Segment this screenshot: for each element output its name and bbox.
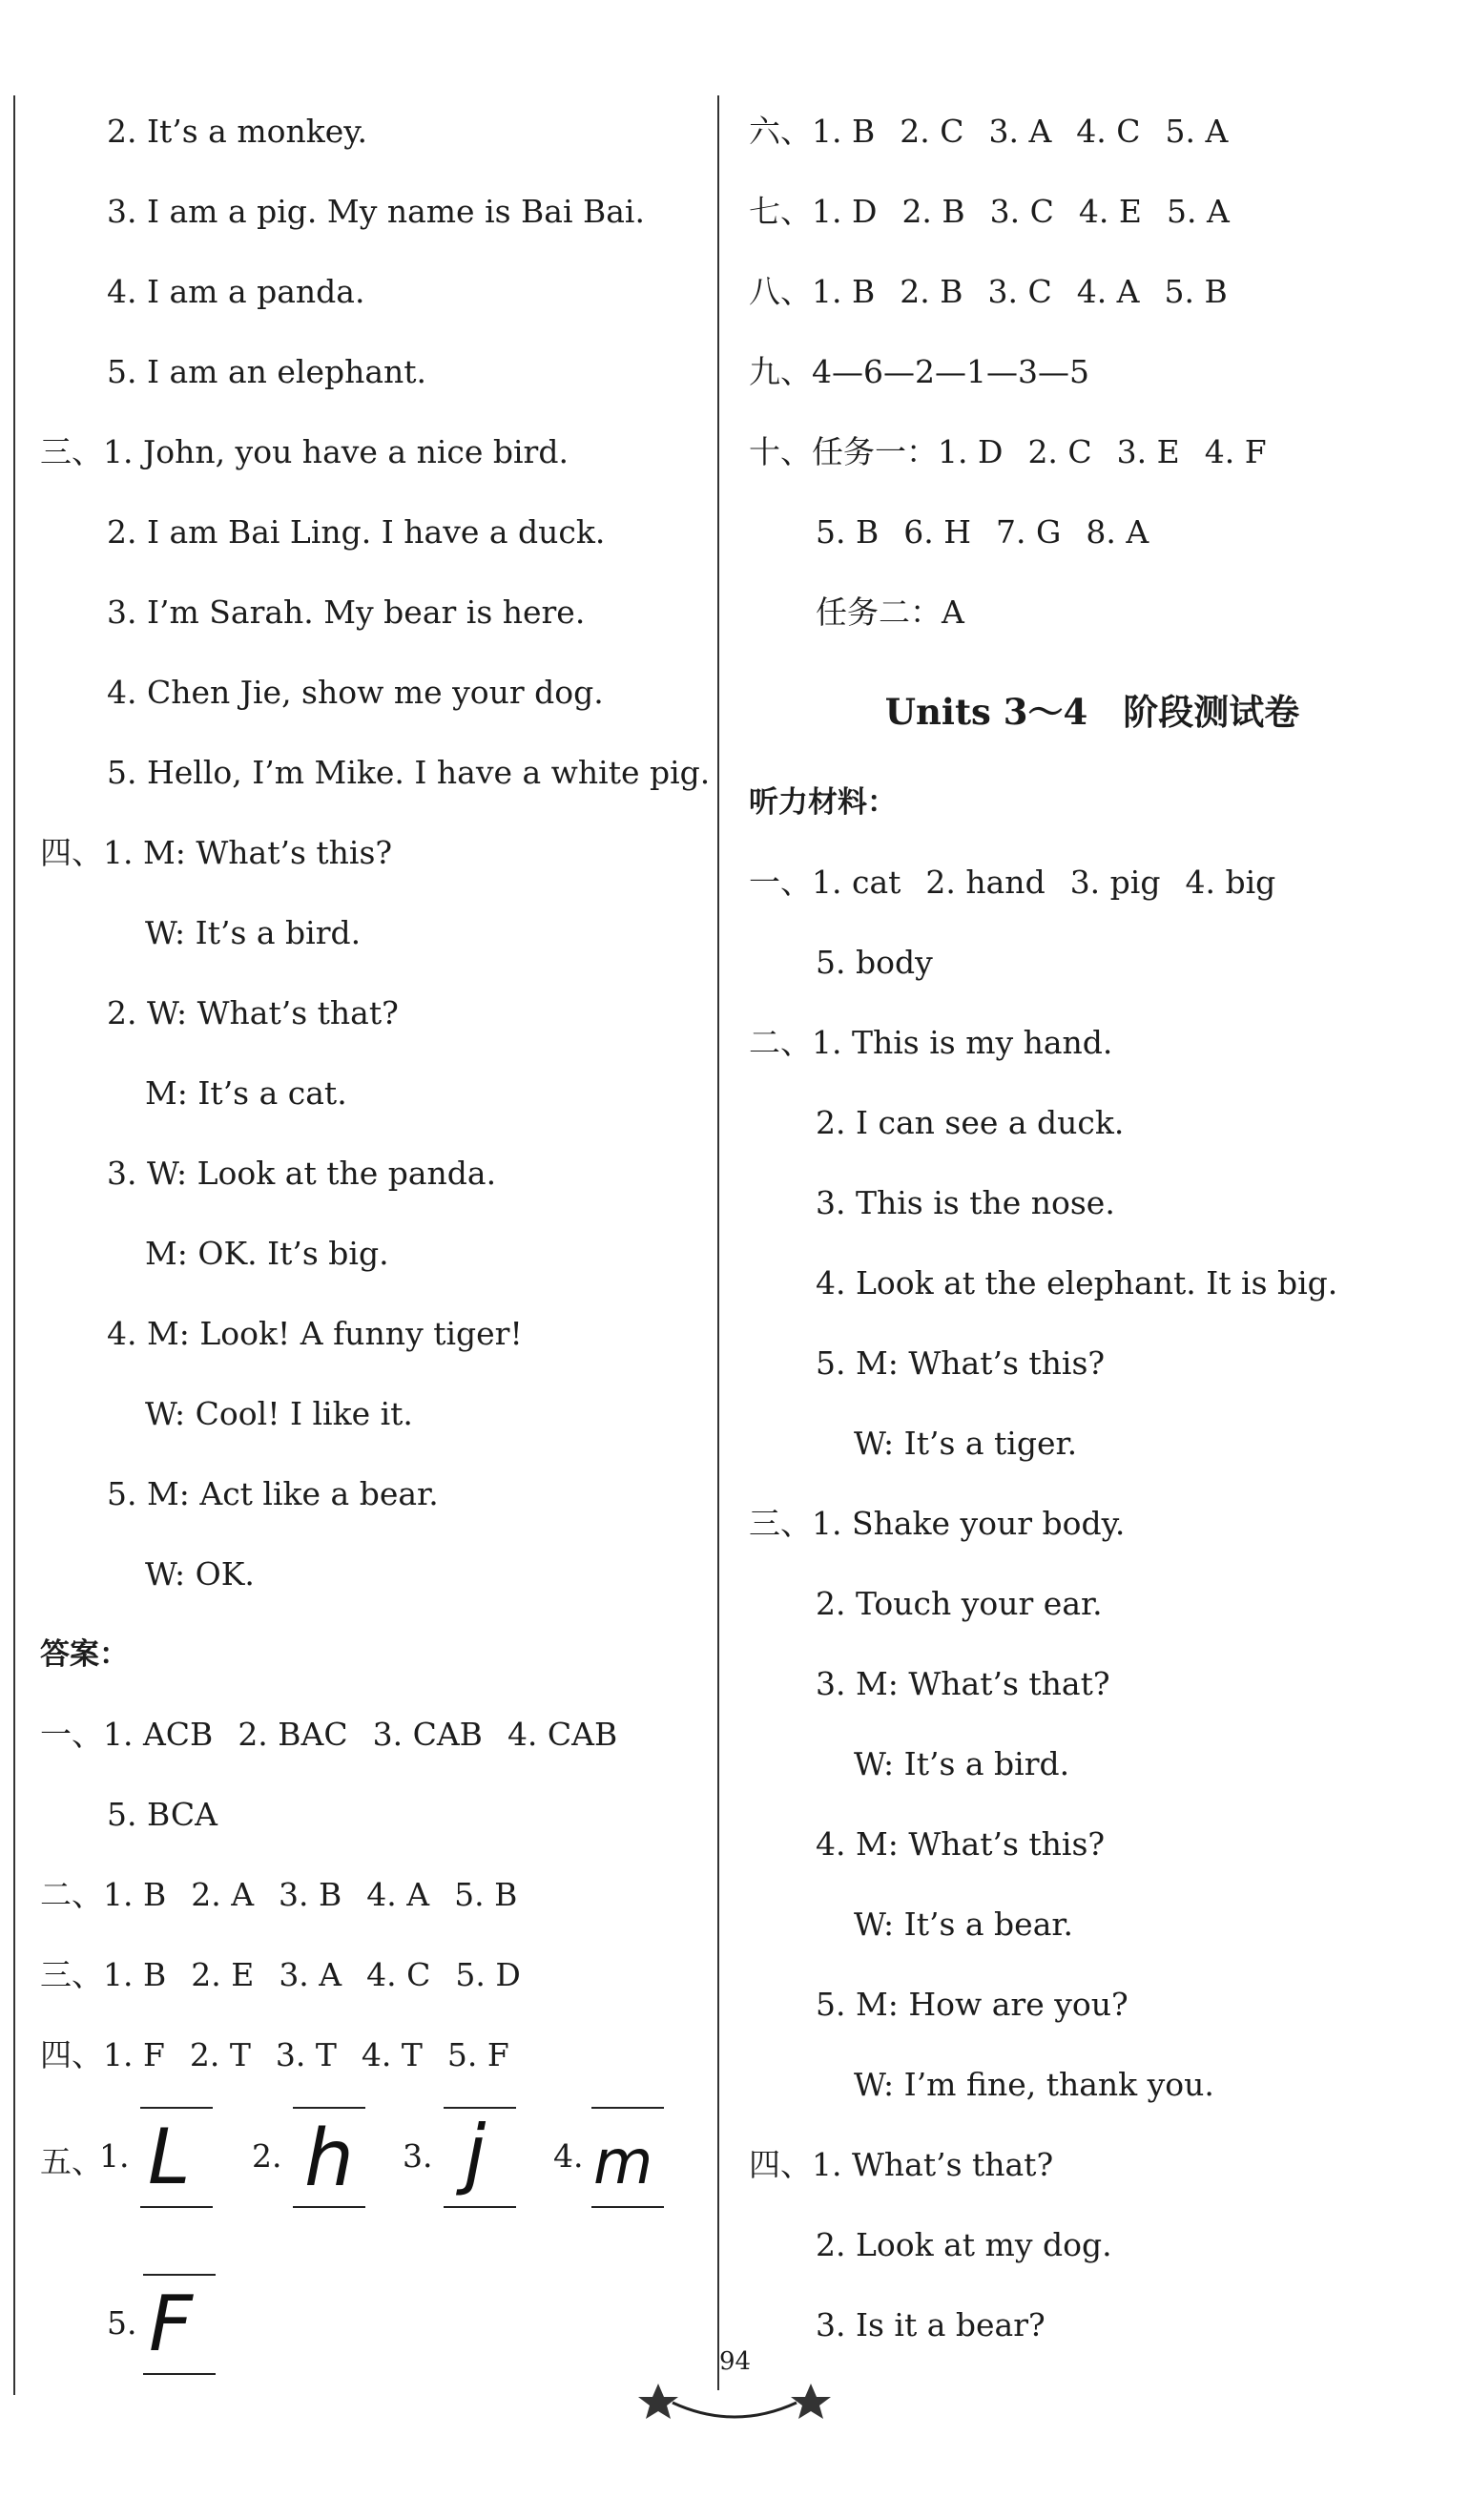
answer-8-line: 八、1. B 2. B 3. C 4. A 5. B — [749, 273, 1228, 310]
text-line: 5. M: Act like a bear. — [107, 1475, 439, 1512]
text-line: 4. I am a panda. — [107, 273, 365, 310]
answer-10-line: 十、任务一：1. D 2. C 3. E 4. F — [749, 433, 1267, 470]
handwriting-box — [140, 2107, 213, 2208]
star-swoosh-icon — [0, 2336, 1470, 2431]
text-line: 3. M: What’s that? — [816, 1665, 1110, 1702]
answers-label: 答案： — [40, 1637, 129, 1672]
answer-3-line: 三、1. B 2. E 3. A 4. C 5. D — [40, 1956, 521, 1993]
text-line: 2. It’s a monkey. — [107, 113, 368, 150]
handwritten-letter: j — [465, 2109, 487, 2197]
item-number: 5. — [107, 2304, 137, 2342]
answer-2-line: 二、1. B 2. A 3. B 4. A 5. B — [40, 1876, 518, 1913]
handwriting-box — [293, 2107, 365, 2208]
text-line: M: It’s a cat. — [145, 1074, 347, 1112]
listening-label: 听力材料： — [749, 785, 897, 820]
text-line: W: Cool! I like it. — [145, 1395, 413, 1432]
item-number: 1. — [99, 2137, 130, 2175]
answer-9-line: 九、4—6—2—1—3—5 — [749, 353, 1089, 390]
text-line: 5. BCA — [107, 1796, 217, 1833]
item-number: 2. — [252, 2137, 282, 2175]
text-line: 2. Touch your ear. — [816, 1585, 1103, 1622]
text-line: 3. I am a pig. My name is Bai Bai. — [107, 193, 645, 230]
left-column — [40, 92, 711, 2425]
text-line: W: It’s a bird. — [145, 914, 362, 951]
section-4-line: 四、1. M: What’s this? — [40, 813, 698, 893]
text-line: 3. This is the nose. — [816, 1184, 1115, 1221]
text-line: 3. Is it a bear? — [816, 2306, 1046, 2343]
text-line: W: OK. — [145, 1555, 255, 1593]
text-line: 4. Chen Jie, show me your dog. — [107, 674, 604, 711]
text-line: 5. I am an elephant. — [107, 353, 427, 390]
text-line: 5. B 6. H 7. G 8. A — [816, 513, 1149, 551]
text-line: W: It’s a bird. — [854, 1745, 1070, 1782]
text-line: 5. M: What’s this? — [816, 1344, 1106, 1382]
text-line: 2. W: What’s that? — [107, 994, 399, 1031]
handwriting-box — [591, 2107, 664, 2208]
text-line: W: It’s a tiger. — [854, 1425, 1078, 1462]
column-divider — [717, 95, 719, 2390]
listening-4-line: 四、1. What’s that? — [749, 2146, 1054, 2183]
text-line: 5. M: How are you? — [816, 1986, 1128, 2023]
text-line: 4. M: What’s this? — [816, 1825, 1106, 1863]
section-prefix: 五、 — [40, 2143, 103, 2180]
handwritten-letter: F — [149, 2280, 194, 2368]
answer-4-line: 四、1. F 2. T 3. T 4. T 5. F — [40, 2036, 509, 2073]
listening-2-line: 二、1. This is my hand. — [749, 1024, 1113, 1061]
section-title: Units 3～4 阶段测试卷 — [884, 691, 1300, 733]
handwritten-letter: m — [593, 2128, 653, 2198]
item-number: 4. — [553, 2137, 584, 2175]
section-prefix: 四、 — [40, 834, 103, 871]
text-line: 2. I can see a duck. — [816, 1104, 1125, 1141]
text-line: W: It’s a bear. — [854, 1906, 1074, 1943]
answer-6-line: 六、1. B 2. C 3. A 4. C 5. A — [749, 113, 1229, 150]
right-column — [749, 92, 1436, 2365]
text-line: 4. Look at the elephant. It is big. — [816, 1264, 1338, 1302]
text-line: 5. body — [816, 944, 933, 981]
text-line: 5. Hello, I’m Mike. I have a white pig. — [107, 754, 711, 791]
answer-1-line: 一、1. ACB 2. BAC 3. CAB 4. CAB — [40, 1716, 618, 1753]
section-3-line: 三、1. John, you have a nice bird. — [40, 412, 698, 492]
text-line: 3. W: Look at the panda. — [107, 1155, 497, 1192]
handwritten-letter: h — [304, 2114, 354, 2204]
answer-7-line: 七、1. D 2. B 3. C 4. E 5. A — [749, 193, 1230, 230]
text-line: W: I’m fine, thank you. — [854, 2066, 1214, 2103]
text-line: 2. Look at my dog. — [816, 2226, 1112, 2263]
item-number: 3. — [403, 2137, 433, 2175]
answer-5-handwriting-row — [40, 2095, 698, 2262]
text-line: 3. I’m Sarah. My bear is here. — [107, 594, 586, 631]
section-prefix: 三、 — [40, 433, 103, 470]
handwritten-letter: L — [148, 2113, 191, 2201]
page-number: 94 — [718, 2347, 752, 2376]
listening-1-line: 一、1. cat 2. hand 3. pig 4. big — [749, 864, 1276, 901]
handwriting-box — [444, 2107, 516, 2208]
text-line: M: OK. It’s big. — [145, 1235, 389, 1272]
text-line: 任务二：A — [816, 594, 964, 631]
listening-3-line: 三、1. Shake your body. — [749, 1505, 1126, 1542]
text-line: 4. M: Look! A funny tiger! — [107, 1315, 523, 1352]
left-margin-rule — [13, 95, 15, 2395]
text-line: 2. I am Bai Ling. I have a duck. — [107, 513, 606, 551]
page-footer — [0, 2336, 1470, 2431]
